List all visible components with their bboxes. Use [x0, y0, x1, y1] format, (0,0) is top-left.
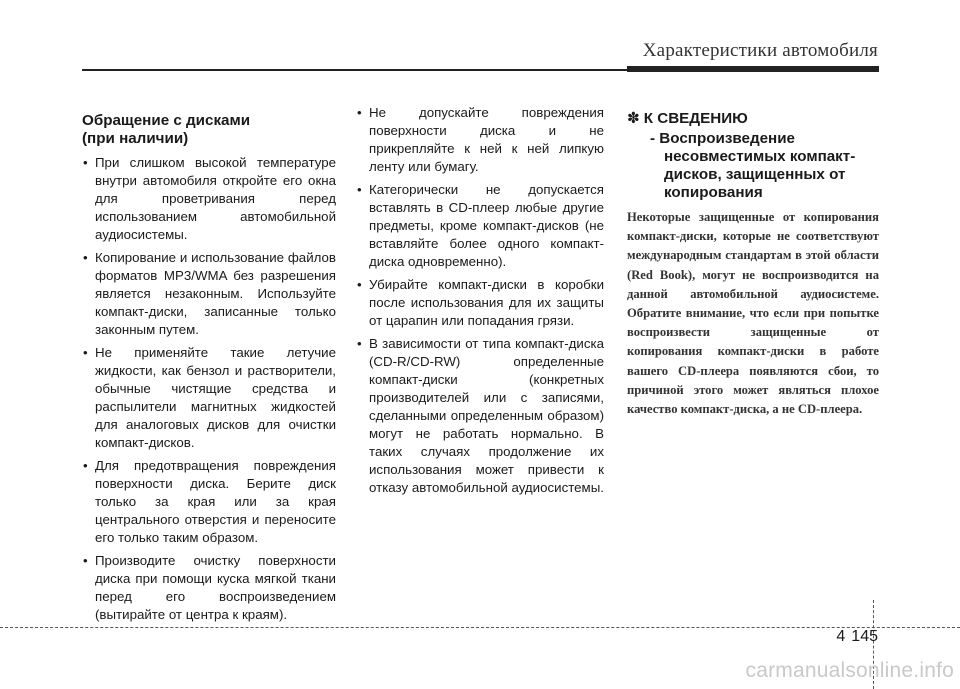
list-item: • В зависимости от типа компакт-диска (CD-R/CD-RW) определенные компакт-диски (конкретных производителей или с записями, сделанными определенным образом) могут не работать нормально. В таких случаях продолжение их использования может привести к отказу автомобильной аудиосистемы. [356, 335, 604, 497]
section-title-line-1: Обращение с дисками [82, 112, 251, 129]
section-title [82, 112, 336, 148]
header-rule [82, 69, 630, 71]
disc-handling-list [82, 154, 336, 624]
list-item: • Категорически не допускается вставлять в CD-плеер любые другие предметы, кроме компакт-дисков (не вставляйте более одного компакт-диска одновременно). [356, 181, 604, 271]
column-right-notice [627, 110, 879, 419]
column-middle [356, 104, 604, 502]
notice-star-icon: ✽ [627, 110, 640, 127]
page-number [836, 628, 878, 646]
notice-body: Некоторые защищенные от копирования компакт-диски, которые не соответствуют международным стандартам в этой области (Red Book), могут не воспроизводится на данной автомобильной аудиосистеме. Обратите внимание, что если при попытке воспроизвести защищенные от копирования компакт-диски в работе вашего CD-плеера появляются сбои, то причиной этого может являться плохое качество компакт-диска, а не CD-плеера. [627, 210, 879, 417]
notice-subheading: - Воспроизведение несовместимых компакт-дисков, защищенных от копирования [650, 130, 856, 201]
list-item: • Не допускайте повреждения поверхности диска и не прикрепляйте к ней к ней липкую ленту или бумагу. [356, 104, 604, 176]
column-left [82, 112, 336, 629]
chapter-number: 4 [836, 628, 846, 645]
page-number-value: 145 [851, 628, 878, 645]
list-item: • Копирование и использование файлов форматов MP3/WMA без разрешения является незаконным. Используйте компакт-диски, записанные только законным путем. [82, 249, 336, 339]
watermark: carmanualsonline.info [745, 659, 954, 682]
disc-care-list [356, 104, 604, 497]
notice-heading-text: К СВЕДЕНИЮ [643, 110, 748, 127]
chapter-header-title: Характеристики автомобиля [642, 40, 878, 61]
list-item: • Производите очистку поверхности диска при помощи куска мягкой ткани перед его воспроизведением (вытирайте от центра к краям). [82, 552, 336, 624]
notice-heading [627, 110, 879, 128]
list-item: • Для предотвращения повреждения поверхности диска. Берите диск только за края или за края центрального отверстия и переносите его только таким образом. [82, 457, 336, 547]
footer-rule [0, 627, 960, 628]
section-title-line-2: (при наличии) [82, 130, 189, 147]
list-item: • При слишком высокой температуре внутри автомобиля откройте его окна для проветривания перед использованием автомобильной аудиосистемы. [82, 154, 336, 244]
header-rule-accent [627, 66, 879, 72]
list-item: • Не применяйте такие летучие жидкости, как бензол и растворители, обычные чистящие средства и распылители магнитных жидкостей для аналоговых дисков для очистки компакт-дисков. [82, 344, 336, 452]
list-item: • Убирайте компакт-диски в коробки после использования для их защиты от царапин или попадания грязи. [356, 276, 604, 330]
